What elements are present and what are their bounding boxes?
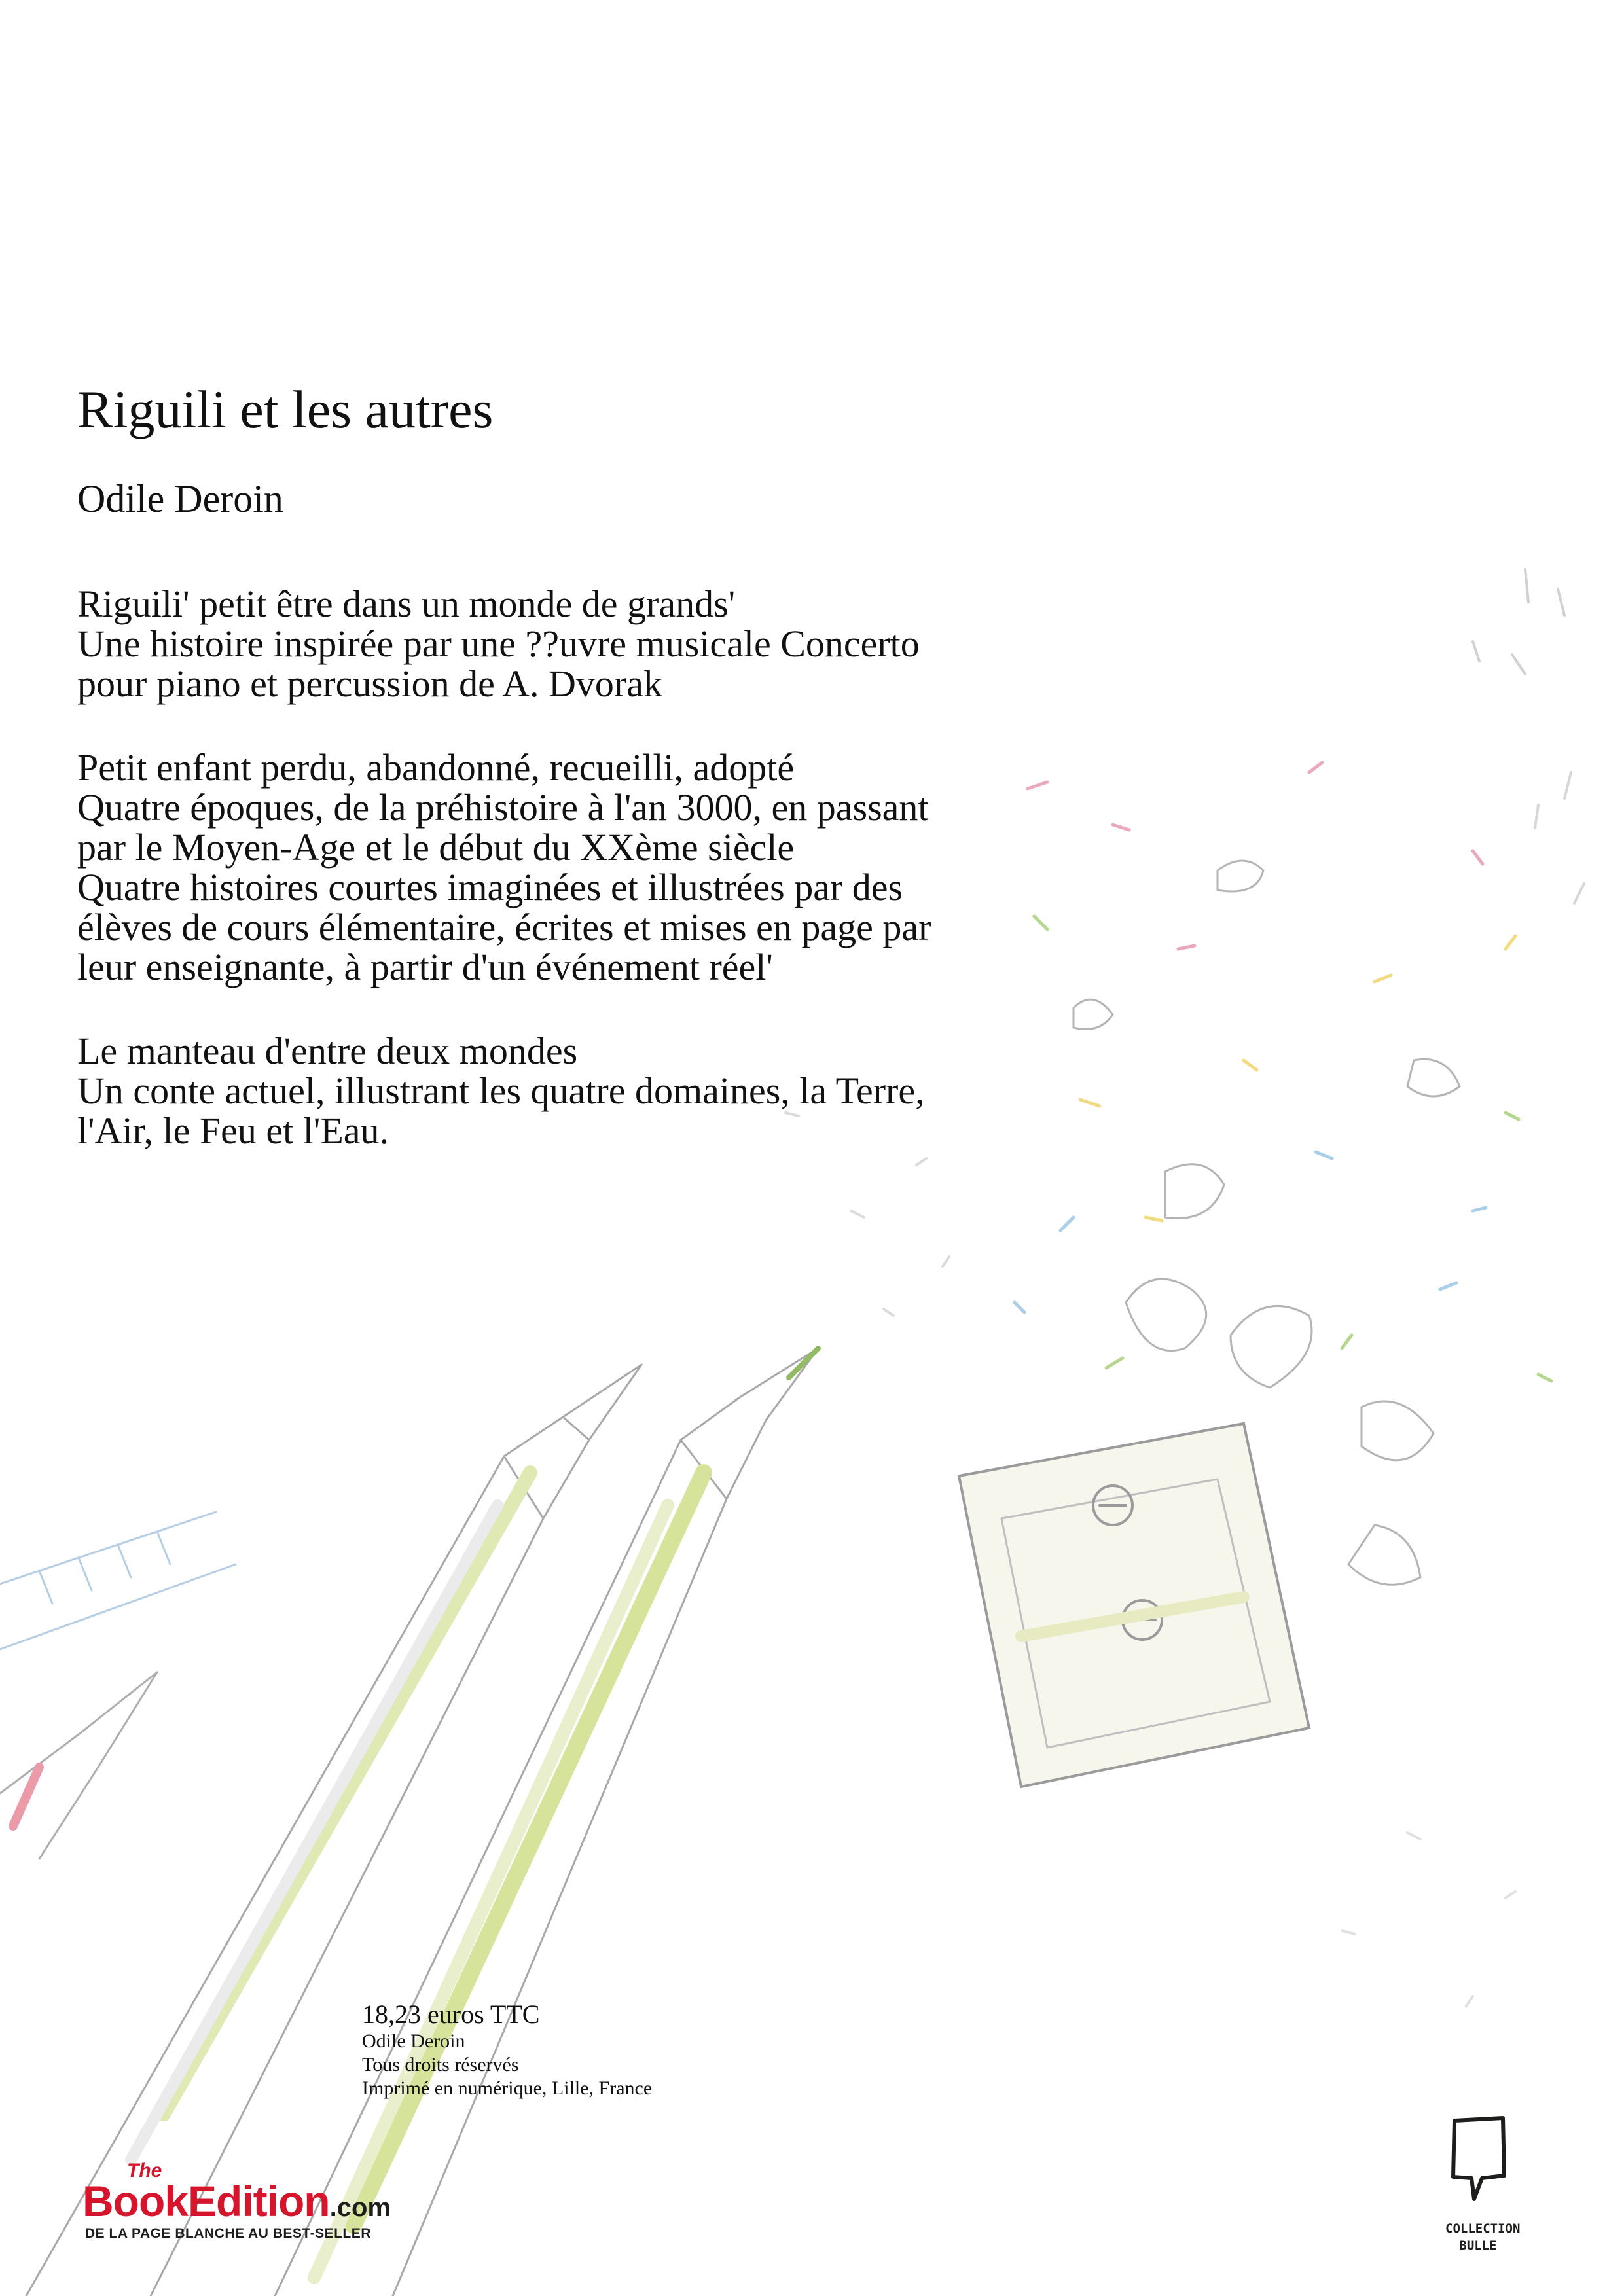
book-title: Riguili et les autres: [77, 380, 494, 439]
ruler: [0, 1512, 236, 1649]
blurb-paragraph-3: [77, 1031, 1321, 1151]
bookedition-logo-domain: .com: [329, 2193, 391, 2222]
print-location: Imprimé en numérique, Lille, France: [362, 2077, 653, 2099]
book-author: Odile Deroin: [77, 477, 283, 520]
price-label: 18,23 euros TTC: [362, 2000, 540, 2029]
blurb-line: Riguili' petit être dans un monde de grands': [77, 583, 736, 625]
collection-logo-line1: COLLECTION: [1445, 2221, 1521, 2236]
bookedition-logo-name: BookEdition: [82, 2177, 330, 2225]
bookedition-logo-tagline: DE LA PAGE BLANCHE AU BEST-SELLER: [85, 2226, 371, 2241]
blurb-line: Un conte actuel, illustrant les quatre domaines, la Terre,: [77, 1069, 925, 1112]
pencil-small: [0, 1672, 157, 1859]
collection-logo-line2: BULLE: [1459, 2238, 1497, 2253]
imprint-author: Odile Deroin: [362, 2030, 465, 2052]
blurb-line: élèves de cours élémentaire, écrites et mises en page par: [77, 906, 931, 948]
speech-bubble-icon: [1445, 2113, 1511, 2217]
sharpener: [959, 1424, 1309, 1787]
book-blurb: [77, 584, 1321, 1194]
blurb-line: Le manteau d'entre deux mondes: [77, 1030, 578, 1072]
blurb-line: Quatre époques, de la préhistoire à l'an 3000, en passant: [77, 786, 929, 829]
blurb-line: Quatre histoires courtes imaginées et illustrées par des: [77, 866, 903, 908]
bookedition-logo-the: The: [127, 2160, 162, 2181]
bookedition-logo-wordmark: [82, 2179, 391, 2223]
blurb-line: leur enseignante, à partir d'un événement réel': [77, 946, 773, 988]
blurb-paragraph-2: [77, 747, 1321, 987]
pencil-right: [275, 1348, 818, 2296]
blurb-paragraph-1: [77, 584, 1321, 704]
blurb-line: l'Air, le Feu et l'Eau.: [77, 1109, 389, 1152]
imprint-block: [362, 2000, 652, 2100]
blurb-line: par le Moyen-Age et le début du XXème siècle: [77, 826, 795, 869]
collection-bulle-logo: [1445, 2113, 1521, 2263]
blurb-line: pour piano et percussion de A. Dvorak: [77, 662, 662, 705]
pencil-left: [26, 1365, 641, 2296]
blurb-line: Petit enfant perdu, abandonné, recueilli, adopté: [77, 746, 795, 789]
blurb-line: Une histoire inspirée par une ??uvre musicale Concerto: [77, 622, 920, 665]
bookedition-logo: [77, 2160, 496, 2242]
rights-notice: Tous droits réservés: [362, 2054, 519, 2075]
